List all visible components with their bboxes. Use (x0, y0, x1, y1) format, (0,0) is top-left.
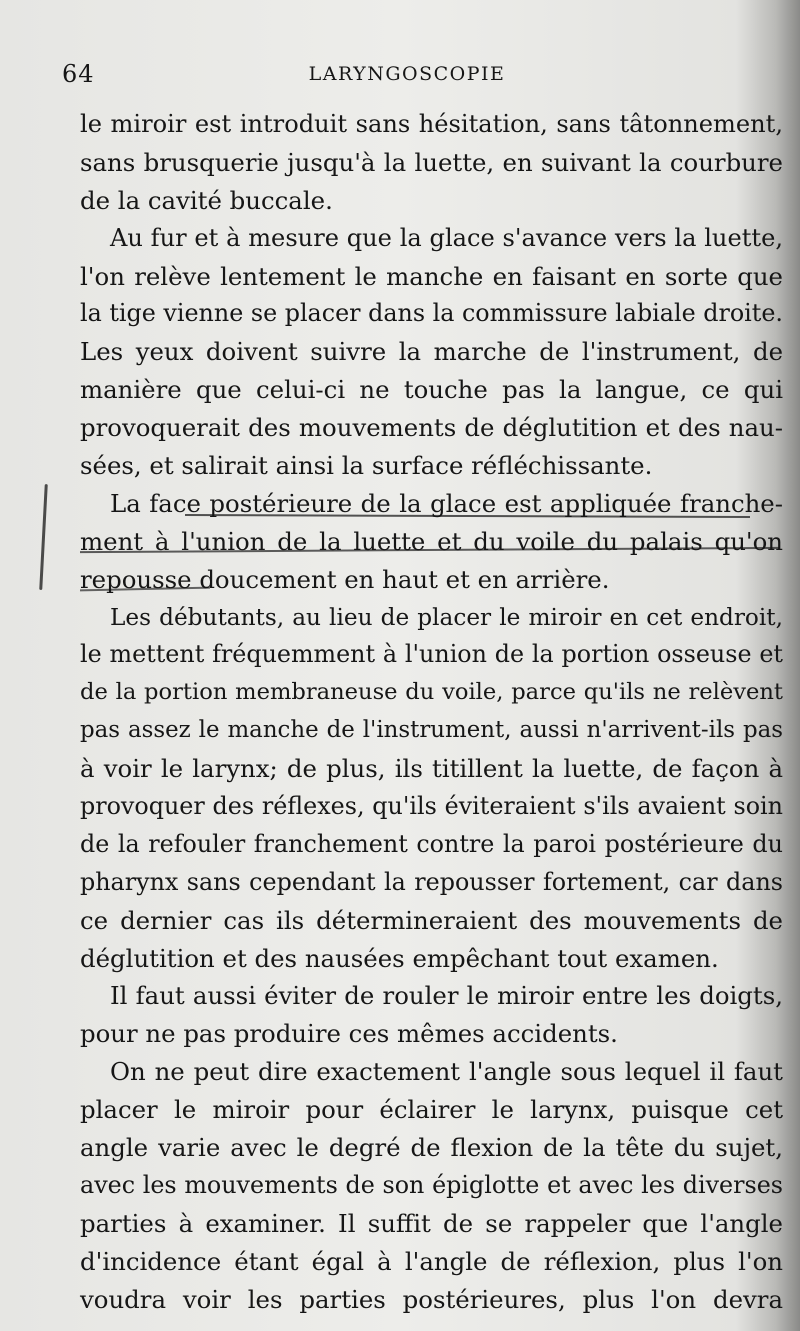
text-line: l'on relève lentement le manche en faisant en sorte que (80, 261, 783, 291)
text-line: provoquerait des mouvements de déglutition et des nau- (80, 413, 783, 443)
text-line: La face postérieure de la glace est appliquée franche- (110, 488, 783, 518)
text-line: avec les mouvements de son épiglotte et avec les diverses (80, 1170, 783, 1199)
text-line: voudra voir les parties postérieures, plus l'on devra (80, 1284, 783, 1314)
text-line: la tige vienne se placer dans la commissure labiale droite. (80, 299, 783, 328)
text-line: pharynx sans cependant la repousser fortement, car dans (80, 867, 783, 896)
page-header (62, 60, 752, 90)
text-line: de la cavité buccale. (80, 185, 333, 215)
text-line: le mettent fréquemment à l'union de la portion osseuse et (80, 640, 783, 669)
text-line: manière que celui-ci ne touche pas la langue, ce qui (80, 375, 783, 405)
text-line: le miroir est introduit sans hésitation, sans tâtonnement, (80, 110, 783, 138)
text-line: provoquer des réflexes, qu'ils éviteraient s'ils avaient soin (80, 792, 783, 821)
text-line: Les débutants, au lieu de placer le miroir en cet endroit, (110, 603, 783, 631)
text-line: de la refouler franchement contre la paroi postérieure du (80, 829, 783, 858)
text-line: ce dernier cas ils détermineraient des mouvements de (80, 905, 783, 935)
text-line: On ne peut dire exactement l'angle sous lequel il faut (110, 1057, 783, 1087)
text-line: pas assez le manche de l'instrument, aussi n'arrivent-ils pas (80, 717, 783, 744)
text-line: sées, et salirait ainsi la surface réfléchissante. (80, 451, 653, 481)
text-line: sans brusquerie jusqu'à la luette, en suivant la courbure (80, 147, 783, 177)
margin-mark (39, 484, 48, 590)
text-line: Il faut aussi éviter de rouler le miroir entre les doigts, (110, 981, 783, 1011)
text-line: pour ne pas produire ces mêmes accidents. (80, 1019, 618, 1049)
running-title: LARYNGOSCOPIE (308, 63, 506, 85)
text-line: ment à l'union de la luette et du voile du palais qu'on (80, 526, 783, 556)
text-line: repousse doucement en haut et en arrière. (80, 564, 610, 594)
text-line: à voir le larynx; de plus, ils titillent la luette, de façon à (80, 754, 783, 784)
text-line: de la portion membraneuse du voile, parce qu'ils ne relèvent (80, 679, 783, 706)
page-number: 64 (62, 60, 95, 88)
text-line: placer le miroir pour éclairer le larynx, puisque cet (80, 1095, 783, 1125)
body-text (80, 106, 783, 1319)
text-line: déglutition et des nausées empêchant tout examen. (80, 943, 719, 973)
text-line: Les yeux doivent suivre la marche de l'instrument, de (80, 337, 783, 367)
text-line: parties à examiner. Il suffit de se rappeler que l'angle (80, 1208, 783, 1238)
text-line: d'incidence étant égal à l'angle de réflexion, plus l'on (80, 1246, 783, 1276)
text-line: angle varie avec le degré de flexion de la tête du sujet, (80, 1133, 783, 1163)
text-line: Au fur et à mesure que la glace s'avance vers la luette, (110, 223, 783, 252)
